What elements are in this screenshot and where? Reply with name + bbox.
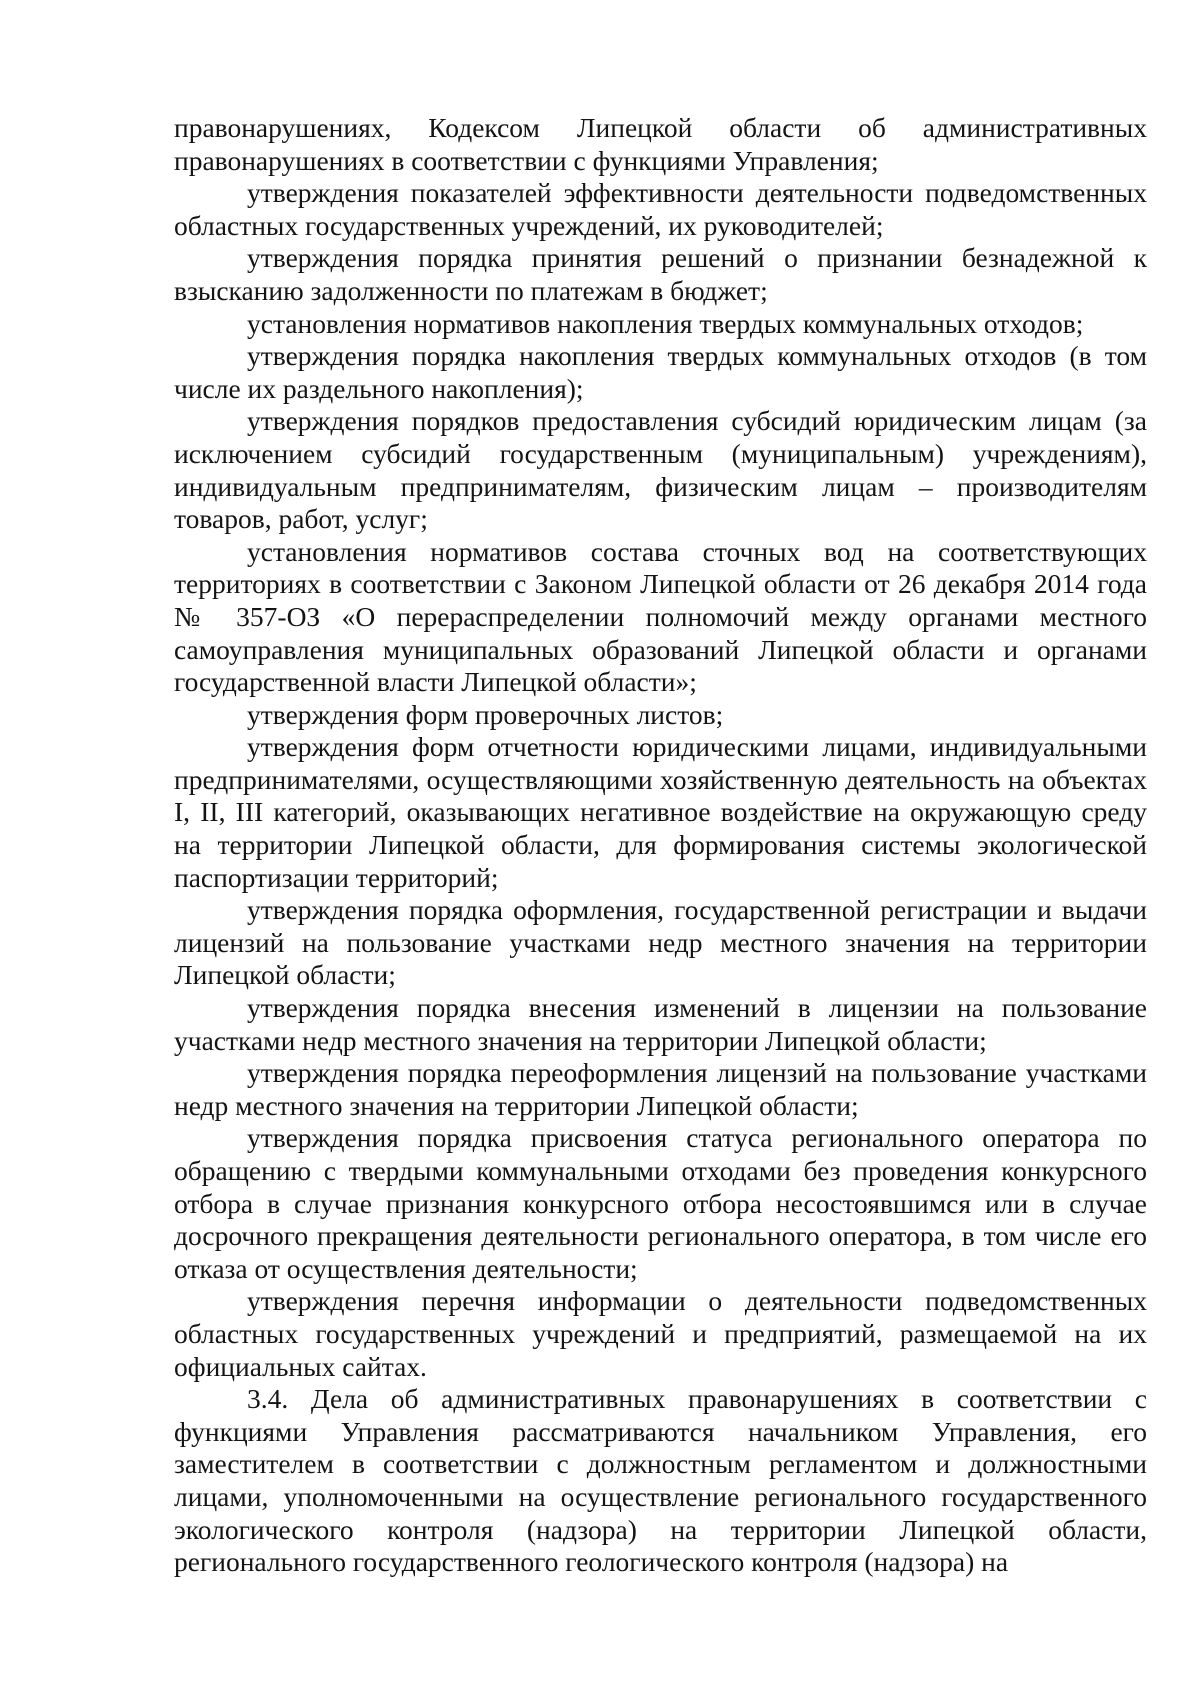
paragraph-continuation: правонарушениях, Кодексом Липецкой области об административных правонарушениях в соответствии с функциями Управления; — [174, 112, 1147, 176]
paragraph-regional-operator: утверждения порядка присвоения статуса регионального оператора по обращению с твердыми коммунальными отходами без проведения конкурсного отбора в случае признания конкурсного отбора несостоявшимся или в случае досрочного прекращения деятельности регионального оператора, в том числе его отказа от осуществления деятельности; — [174, 1122, 1147, 1284]
paragraph-subsidies: утверждения порядков предоставления субсидий юридическим лицам (за исключением субсидий государственным (муниципальным) учреждениям), индивидуальным предпринимателям, физическим лицам – производителям товаров, работ, услуг; — [174, 405, 1147, 535]
paragraph-wastewater-norms: установления нормативов состава сточных вод на соответствующих территориях в соответствии с Законом Липецкой области от 26 декабря 2014 года № 357-ОЗ «О перераспределении полномочий между органами местного самоуправления муниципальных образований Липецкой области и органами государственной власти Липецкой области»; — [174, 535, 1147, 698]
document-page — [174, 112, 1147, 1579]
paragraph-license-issuance: утверждения порядка оформления, государственной регистрации и выдачи лицензий на пользование участками недр местного значения на территории Липецкой области; — [174, 894, 1147, 991]
paragraph-waste-norms: установления нормативов накопления твердых коммунальных отходов; — [247, 307, 1084, 339]
paragraph-license-amendments: утверждения порядка внесения изменений в лицензии на пользование участками недр местного значения на территории Липецкой области; — [174, 992, 1147, 1056]
paragraph-checklists: утверждения форм проверочных листов; — [247, 698, 724, 730]
paragraph-bad-debt-procedure: утверждения порядка принятия решений о признании безнадежной к взысканию задолженности по платежам в бюджет; — [174, 242, 1147, 306]
paragraph-reporting-forms: утверждения форм отчетности юридическими лицами, индивидуальными предпринимателями, осуществляющими хозяйственную деятельность на объектах I, II, III категорий, оказывающих негативное воздействие на окружающую среду на территории Липецкой области, для формирования системы экологической паспортизации территорий; — [174, 731, 1147, 893]
paragraph-performance-indicators: утверждения показателей эффективности деятельности подведомственных областных государственных учреждений, их руководителей; — [174, 177, 1147, 241]
paragraph-waste-accumulation: утверждения порядка накопления твердых коммунальных отходов (в том числе их раздельного накопления); — [174, 340, 1147, 404]
paragraph-website-information: утверждения перечня информации о деятельности подведомственных областных государственных учреждений и предприятий, размещаемой на их официальных сайтах. — [174, 1285, 1147, 1382]
paragraph-section-3-4: 3.4. Дела об административных правонарушениях в соответствии с функциями Управления рассматриваются начальником Управления, его заместителем в соответствии с должностным регламентом и должностными лицами, уполномоченными на осуществление регионального государственного экологического контроля (надзора) на территории Липецкой области, регионального государственного геологического контроля (надзора) на — [174, 1383, 1147, 1578]
paragraph-license-reissue: утверждения порядка переоформления лицензий на пользование участками недр местного значения на территории Липецкой области; — [174, 1057, 1147, 1121]
